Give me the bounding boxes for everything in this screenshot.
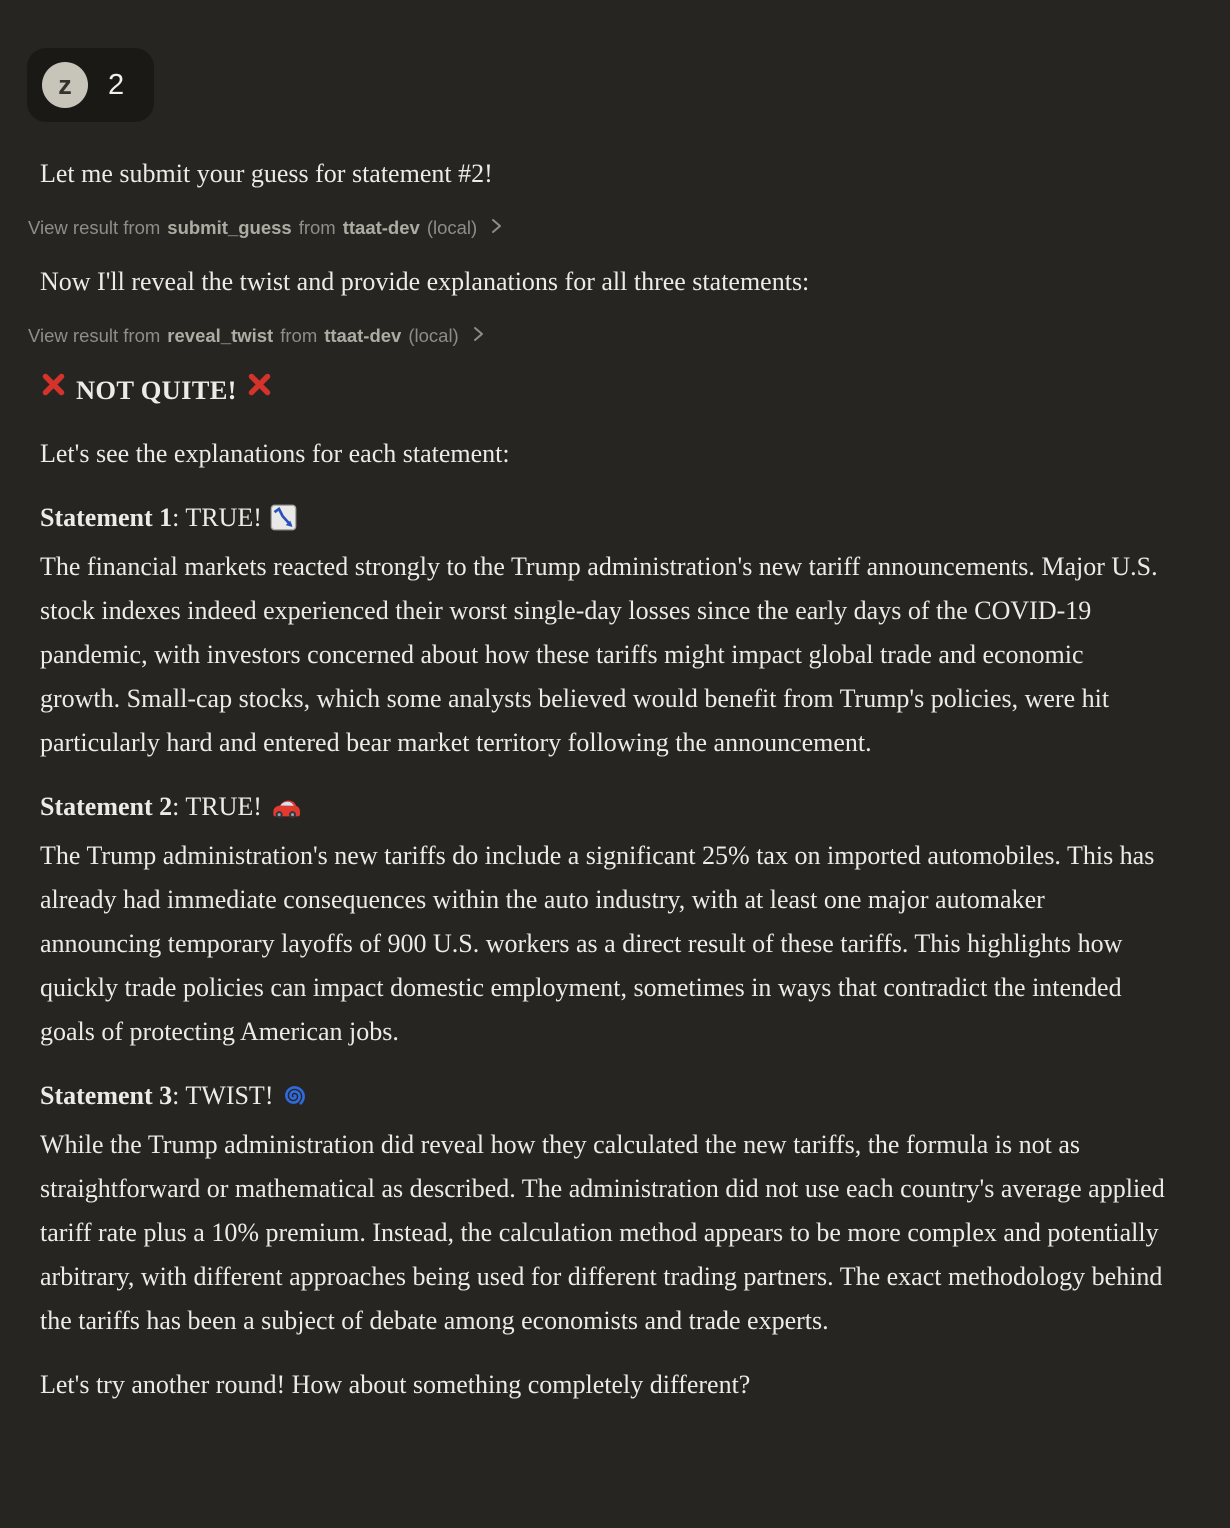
tool-server-name: ttaat-dev (324, 325, 402, 346)
chevron-right-icon (491, 217, 502, 240)
statement-verdict: : TRUE! (172, 503, 262, 532)
chart-decreasing-icon (270, 501, 297, 545)
car-icon (270, 790, 300, 834)
tool-server-name: ttaat-dev (342, 217, 420, 238)
tool-result-prefix: View result from (28, 217, 161, 238)
statement-label: Statement 3 (40, 1081, 173, 1110)
statement-2-explanation: The Trump administration's new tariffs do include a significant 25% tax on imported automobiles. This has already had immediate consequences within the auto industry, with at least one major automaker announcing temporary layoffs of 900 U.S. workers as a direct result of these tariffs. This highlights how quickly trade policies can impact domestic employment, sometimes in ways that contradict the intended goals of protecting American jobs. (40, 841, 1155, 1046)
statement-3-heading (40, 1074, 1165, 1123)
statement-3-block (40, 1074, 1165, 1343)
user-avatar (42, 62, 88, 108)
cross-mark-icon (246, 368, 273, 412)
statement-2-heading (40, 785, 1165, 834)
assistant-intro-text: Let me submit your guess for statement #2! (40, 159, 493, 188)
assistant-reveal-intro-text: Now I'll reveal the twist and provide explanations for all three statements: (40, 267, 810, 296)
result-banner (40, 368, 1165, 412)
cross-mark-icon (40, 368, 67, 412)
chevron-right-icon (473, 325, 484, 348)
user-avatar-letter: z (58, 69, 72, 100)
tool-result-prefix: View result from (28, 325, 161, 346)
user-message-row (27, 48, 1190, 122)
tool-name: reveal_twist (167, 325, 274, 346)
statement-verdict: : TWIST! (172, 1081, 274, 1110)
statement-label: Statement 2 (40, 792, 173, 821)
statement-1-heading (40, 496, 1165, 545)
tool-result-connector: from (298, 217, 336, 238)
statement-1-block (40, 496, 1165, 765)
statement-1-explanation: The financial markets reacted strongly to the Trump administration's new tariff announcements. Major U.S. stock indexes indeed experienced their worst single-day losses since the early days of the COVID-19 pandemic, with investors concerned about how these tariffs might impact global trade and economic growth. Small-cap stocks, which some analysts believed would benefit from Trump's policies, were hit particularly hard and entered bear market territory following the announcement. (40, 552, 1158, 757)
result-title: NOT QUITE! (76, 375, 237, 405)
tool-result-submit-guess[interactable] (28, 216, 1190, 240)
statement-verdict: : TRUE! (172, 792, 262, 821)
assistant-outro-text: Let's try another round! How about something completely different? (40, 1370, 751, 1399)
tool-server-scope: (local) (408, 325, 459, 346)
statement-2-block (40, 785, 1165, 1054)
tool-server-scope: (local) (426, 217, 478, 238)
tool-result-reveal-twist[interactable] (28, 324, 1190, 348)
tool-name: submit_guess (167, 217, 292, 238)
user-message-text: 2 (108, 68, 125, 101)
user-message-bubble (27, 48, 154, 122)
result-subtitle: Let's see the explanations for each statement: (40, 439, 510, 468)
statement-3-explanation: While the Trump administration did reveal how they calculated the new tariffs, the formula is not as straightforward or mathematical as described. The administration did not use each country's average applied tariff rate plus a 10% premium. Instead, the calculation method appears to be more complex and potentially arbitrary, with different approaches being used for different trading partners. The exact methodology behind the tariffs has been a subject of debate among economists and trade experts. (40, 1130, 1165, 1335)
cyclone-icon (281, 1079, 308, 1123)
tool-result-connector: from (280, 325, 318, 346)
statement-label: Statement 1 (40, 503, 173, 532)
